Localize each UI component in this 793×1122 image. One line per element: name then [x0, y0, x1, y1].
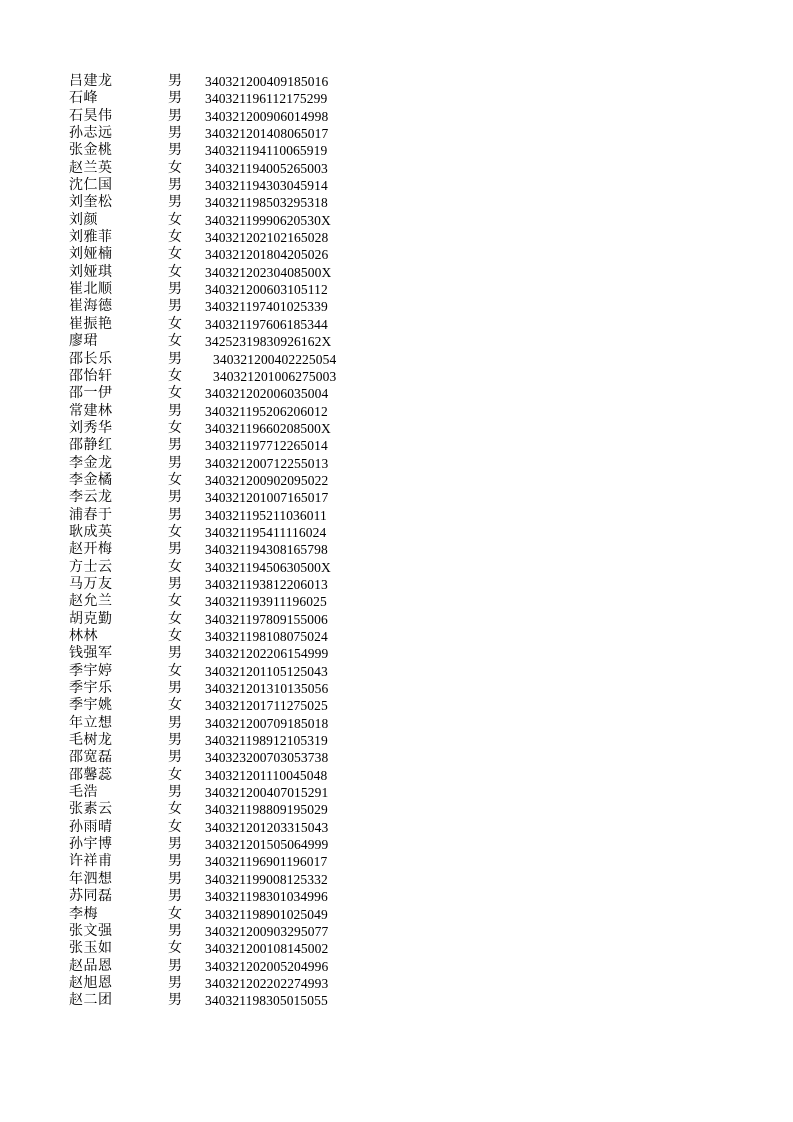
- person-gender: 男: [168, 870, 182, 887]
- person-name: 季宇乐: [69, 680, 113, 697]
- person-name: 沈仁国: [69, 177, 113, 194]
- person-id-number: 340321197809155006: [205, 611, 328, 627]
- person-gender: 男: [168, 107, 182, 124]
- person-gender: 女: [168, 419, 182, 436]
- person-name: 刘颜: [69, 211, 98, 228]
- person-gender: 女: [168, 818, 182, 835]
- person-gender: 女: [168, 558, 182, 575]
- person-id-number: 340321201711275025: [205, 698, 328, 714]
- table-row: [0, 403, 793, 420]
- table-row: [0, 316, 793, 333]
- person-id-number: 340321200603105112: [205, 282, 328, 298]
- person-id-number: 340321200902095022: [205, 472, 329, 488]
- person-name: 邵一伊: [69, 385, 113, 402]
- person-id-number: 340321201110045048: [205, 767, 328, 783]
- table-row: [0, 975, 793, 992]
- person-id-number: 340321196112175299: [205, 91, 328, 107]
- person-gender: 女: [168, 385, 182, 402]
- person-id-number: 340321201105125043: [205, 663, 328, 679]
- person-gender: 女: [168, 523, 182, 540]
- table-row: [0, 472, 793, 489]
- person-gender: 女: [168, 333, 182, 350]
- person-id-number: 340321200712255013: [205, 455, 329, 471]
- person-gender: 男: [168, 836, 182, 853]
- person-id-number: 340321200402225054: [213, 351, 337, 367]
- table-row: [0, 992, 793, 1009]
- person-id-number: 340321200903295077: [205, 923, 329, 939]
- table-row: [0, 871, 793, 888]
- table-row: [0, 90, 793, 107]
- person-name: 赵开梅: [69, 541, 113, 558]
- table-row: [0, 888, 793, 905]
- person-name: 胡克勤: [69, 610, 113, 627]
- person-name: 张金桃: [69, 142, 113, 159]
- person-gender: 男: [168, 73, 182, 89]
- table-row: [0, 437, 793, 454]
- person-id-number: 340321202006035004: [205, 386, 329, 402]
- table-row: [0, 125, 793, 142]
- person-name: 季宇婷: [69, 662, 113, 679]
- person-gender: 女: [168, 628, 182, 644]
- person-name: 石峰: [69, 90, 98, 107]
- person-gender: 女: [168, 905, 182, 922]
- person-name: 刘雅菲: [69, 229, 113, 246]
- person-gender: 男: [168, 732, 182, 749]
- table-row: [0, 160, 793, 177]
- person-id-number: 340323200703053738: [205, 750, 329, 766]
- person-name: 赵旭恩: [69, 974, 113, 991]
- person-name: 崔北顺: [69, 281, 113, 298]
- person-gender: 女: [168, 940, 182, 957]
- table-row: [0, 559, 793, 576]
- person-name: 刘娅琪: [69, 263, 113, 280]
- person-gender: 女: [168, 471, 182, 488]
- person-id-number: 340321200108145002: [205, 941, 329, 957]
- person-name: 刘秀华: [69, 419, 113, 436]
- table-row: [0, 524, 793, 541]
- table-row: [0, 801, 793, 818]
- person-id-number: 340321194005265003: [205, 160, 328, 176]
- person-name: 邵馨蕊: [69, 766, 113, 783]
- person-id-number: 340321201006275003: [213, 368, 337, 384]
- table-row: [0, 715, 793, 732]
- person-gender: 男: [168, 142, 182, 159]
- table-row: [0, 420, 793, 437]
- person-id-number: 340321198912105319: [205, 733, 328, 749]
- person-gender: 女: [168, 246, 182, 263]
- person-id-number: 340321200409185016: [205, 74, 329, 89]
- person-gender: 男: [168, 177, 182, 194]
- person-name: 孙宇博: [69, 836, 113, 853]
- table-row: [0, 142, 793, 159]
- table-row: [0, 697, 793, 714]
- person-id-number: 340321198108075024: [205, 629, 328, 644]
- person-gender: 男: [168, 680, 182, 697]
- person-id-number: 340321200407015291: [205, 785, 329, 801]
- person-gender: 男: [168, 575, 182, 592]
- table-row: [0, 541, 793, 558]
- person-gender: 男: [168, 992, 182, 1009]
- person-gender: 男: [168, 489, 182, 506]
- person-id-number: 340321197606185344: [205, 316, 328, 332]
- person-name: 崔振艳: [69, 315, 113, 332]
- table-row: [0, 281, 793, 298]
- table-row: [0, 108, 793, 125]
- person-id-number: 340321196901196017: [205, 854, 328, 870]
- table-row: [0, 593, 793, 610]
- person-gender: 男: [168, 454, 182, 471]
- person-name: 常建林: [69, 402, 113, 419]
- person-id-number: 340321195211036011: [205, 507, 327, 523]
- table-row: [0, 212, 793, 229]
- person-gender: 女: [168, 315, 182, 332]
- person-gender: 男: [168, 541, 182, 558]
- table-row: [0, 489, 793, 506]
- table-row: [0, 628, 793, 645]
- table-row: [0, 246, 793, 263]
- person-name: 李云龙: [69, 489, 113, 506]
- table-row: [0, 351, 793, 368]
- person-name: 刘奎松: [69, 194, 113, 211]
- person-name: 孙雨晴: [69, 818, 113, 835]
- person-id-number: 34252319830926162X: [205, 334, 332, 350]
- person-name: 林林: [69, 628, 98, 644]
- table-row: [0, 264, 793, 281]
- table-row: [0, 940, 793, 957]
- table-row: [0, 611, 793, 628]
- person-gender: 男: [168, 888, 182, 905]
- person-name: 崔海德: [69, 298, 113, 315]
- person-id-number: 340321194308165798: [205, 542, 328, 558]
- table-row: [0, 194, 793, 211]
- person-name: 毛树龙: [69, 732, 113, 749]
- person-gender: 男: [168, 506, 182, 523]
- person-name: 毛浩: [69, 784, 98, 801]
- person-gender: 女: [168, 610, 182, 627]
- person-gender: 男: [168, 402, 182, 419]
- table-row: [0, 298, 793, 315]
- person-gender: 男: [168, 125, 182, 142]
- person-gender: 女: [168, 662, 182, 679]
- person-gender: 女: [168, 211, 182, 228]
- person-id-number: 340321197712265014: [205, 438, 328, 454]
- person-name: 耿成英: [69, 523, 113, 540]
- table-row: [0, 906, 793, 923]
- person-id-number: 340321200906014998: [205, 108, 329, 124]
- person-id-number: 34032120230408500X: [205, 264, 332, 280]
- person-gender: 男: [168, 714, 182, 731]
- person-gender: 男: [168, 853, 182, 870]
- roster-table: [0, 73, 793, 1010]
- person-id-number: 340321198503295318: [205, 195, 328, 211]
- person-name: 邵静红: [69, 437, 113, 454]
- person-gender: 男: [168, 749, 182, 766]
- table-row: [0, 836, 793, 853]
- person-gender: 女: [168, 263, 182, 280]
- person-gender: 男: [168, 194, 182, 211]
- person-id-number: 340321202005204996: [205, 958, 329, 974]
- table-row: [0, 663, 793, 680]
- table-row: [0, 645, 793, 662]
- table-row: [0, 368, 793, 385]
- person-id-number: 340321202102165028: [205, 230, 329, 246]
- person-gender: 女: [168, 766, 182, 783]
- table-row: [0, 333, 793, 350]
- person-gender: 男: [168, 437, 182, 454]
- person-gender: 男: [168, 922, 182, 939]
- person-id-number: 340321201310135056: [205, 681, 329, 697]
- table-row: [0, 923, 793, 940]
- table-row: [0, 732, 793, 749]
- person-gender: 女: [168, 229, 182, 246]
- person-id-number: 340321197401025339: [205, 299, 328, 315]
- table-row: [0, 749, 793, 766]
- person-id-number: 340321201007165017: [205, 490, 329, 506]
- person-gender: 男: [168, 645, 182, 662]
- person-name: 邵怡轩: [69, 367, 113, 384]
- person-id-number: 340321201203315043: [205, 819, 329, 835]
- person-gender: 男: [168, 974, 182, 991]
- person-id-number: 34032119450630500X: [205, 559, 331, 575]
- person-name: 赵兰英: [69, 159, 113, 176]
- person-name: 苏同磊: [69, 888, 113, 905]
- person-name: 年立想: [69, 714, 113, 731]
- person-name: 许祥甫: [69, 853, 113, 870]
- person-name: 邵长乐: [69, 350, 113, 367]
- table-row: [0, 958, 793, 975]
- person-name: 年泗想: [69, 870, 113, 887]
- person-name: 张玉如: [69, 940, 113, 957]
- person-id-number: 34032119660208500X: [205, 420, 331, 436]
- person-name: 石昊伟: [69, 107, 113, 124]
- person-gender: 女: [168, 801, 182, 818]
- person-id-number: 340321198305015055: [205, 993, 328, 1009]
- person-name: 廖珺: [69, 333, 98, 350]
- table-row: [0, 853, 793, 870]
- person-id-number: 340321194110065919: [205, 143, 328, 159]
- person-id-number: 340321198901025049: [205, 906, 328, 922]
- person-id-number: 34032119990620530X: [205, 212, 331, 228]
- table-row: [0, 73, 793, 90]
- person-name: 浦春于: [69, 506, 113, 523]
- person-name: 赵品恩: [69, 957, 113, 974]
- person-name: 赵允兰: [69, 593, 113, 610]
- person-id-number: 340321194303045914: [205, 178, 328, 194]
- person-gender: 男: [168, 298, 182, 315]
- person-name: 李梅: [69, 905, 98, 922]
- table-row: [0, 784, 793, 801]
- person-gender: 男: [168, 350, 182, 367]
- person-name: 邵宽磊: [69, 749, 113, 766]
- person-id-number: 340321201408065017: [205, 126, 329, 142]
- person-id-number: 340321193812206013: [205, 576, 328, 592]
- person-gender: 男: [168, 281, 182, 298]
- person-id-number: 340321201505064999: [205, 837, 329, 853]
- person-name: 马万友: [69, 575, 113, 592]
- person-gender: 男: [168, 90, 182, 107]
- table-row: [0, 177, 793, 194]
- table-row: [0, 229, 793, 246]
- person-name: 钱强军: [69, 645, 113, 662]
- person-id-number: 340321200709185018: [205, 715, 329, 731]
- person-id-number: 340321201804205026: [205, 247, 329, 263]
- person-name: 张素云: [69, 801, 113, 818]
- person-name: 方士云: [69, 558, 113, 575]
- person-gender: 男: [168, 957, 182, 974]
- person-gender: 女: [168, 697, 182, 714]
- person-name: 张文强: [69, 922, 113, 939]
- person-id-number: 340321202202274993: [205, 975, 329, 991]
- person-name: 李金橘: [69, 471, 113, 488]
- person-id-number: 340321193911196025: [205, 594, 327, 610]
- table-row: [0, 455, 793, 472]
- person-name: 李金龙: [69, 454, 113, 471]
- person-gender: 女: [168, 367, 182, 384]
- person-name: 孙志远: [69, 125, 113, 142]
- person-gender: 男: [168, 784, 182, 801]
- person-id-number: 340321195411116024: [205, 524, 327, 540]
- person-name: 赵二团: [69, 992, 113, 1009]
- table-row: [0, 576, 793, 593]
- person-name: 刘娅楠: [69, 246, 113, 263]
- person-id-number: 340321195206206012: [205, 403, 328, 419]
- person-id-number: 340321199008125332: [205, 871, 328, 887]
- person-name: 吕建龙: [69, 73, 113, 89]
- table-row: [0, 819, 793, 836]
- person-id-number: 340321198301034996: [205, 889, 328, 905]
- person-id-number: 340321202206154999: [205, 646, 329, 662]
- table-row: [0, 767, 793, 784]
- person-id-number: 340321198809195029: [205, 802, 328, 818]
- table-row: [0, 680, 793, 697]
- person-gender: 女: [168, 593, 182, 610]
- table-row: [0, 507, 793, 524]
- person-name: 季宇姚: [69, 697, 113, 714]
- person-gender: 女: [168, 159, 182, 176]
- table-row: [0, 385, 793, 402]
